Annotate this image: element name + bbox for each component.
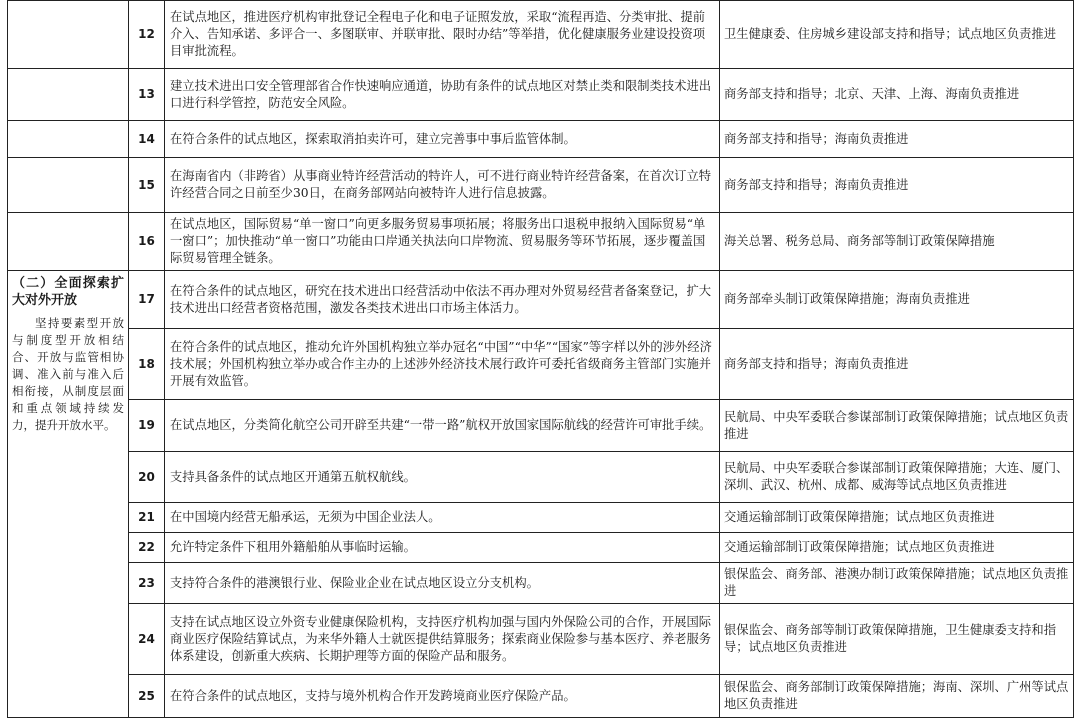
table-row <box>8 271 1074 329</box>
responsible-text: 商务部支持和指导；北京、天津、上海、海南负责推进 <box>720 69 1074 121</box>
measure-text: 建立技术进出口安全管理部省合作快速响应通道，协助有条件的试点地区对禁止类和限制类技术进出口进行科学管控，防范安全风险。 <box>165 69 720 121</box>
measure-text: 在符合条件的试点地区，支持与境外机构合作开发跨境商业医疗保险产品。 <box>165 675 720 718</box>
table-row <box>8 121 1074 158</box>
measure-text: 允许特定条件下租用外籍船舶从事临时运输。 <box>165 533 720 563</box>
table-row <box>8 158 1074 213</box>
measure-text: 在符合条件的试点地区，研究在技术进出口经营活动中依法不再办理对外贸易经营者备案登记，扩大技术进出口经营者资格范围，激发各类技术进出口市场主体活力。 <box>165 271 720 329</box>
row-number: 25 <box>129 675 165 718</box>
category-title: （二）全面探索扩大对外开放 <box>12 276 124 308</box>
responsible-text: 商务部支持和指导；海南负责推进 <box>720 329 1074 400</box>
responsible-text: 民航局、中央军委联合参谋部制订政策保障措施；试点地区负责推进 <box>720 400 1074 452</box>
measure-text: 在符合条件的试点地区，推动允许外国机构独立举办冠名“中国”“中华”“国家”等字样以外的涉外经济技术展；外国机构独立举办或合作主办的上述涉外经济技术展行政许可委托省级商务主管部门实施并开展有效监管。 <box>165 329 720 400</box>
responsible-text: 海关总署、税务总局、商务部等制订政策保障措施 <box>720 213 1074 271</box>
table-row <box>8 604 1074 675</box>
row-number: 13 <box>129 69 165 121</box>
responsible-text: 银保监会、商务部、港澳办制订政策保障措施；试点地区负责推进 <box>720 563 1074 604</box>
row-number: 17 <box>129 271 165 329</box>
row-number: 24 <box>129 604 165 675</box>
table-row <box>8 563 1074 604</box>
category-description: 坚持要素型开放与制度型开放相结合、开放与监管相协调、准入前与准入后相衔接，从制度层面和重点领域持续发力，提升开放水平。 <box>12 316 124 432</box>
category-cell <box>8 158 129 213</box>
category-cell <box>8 271 129 718</box>
responsible-text: 卫生健康委、住房城乡建设部支持和指导；试点地区负责推进 <box>720 1 1074 69</box>
table-row <box>8 675 1074 718</box>
row-number: 15 <box>129 158 165 213</box>
category-cell <box>8 121 129 158</box>
row-number: 12 <box>129 1 165 69</box>
row-number: 21 <box>129 503 165 533</box>
responsible-text: 银保监会、商务部制订政策保障措施；海南、深圳、广州等试点地区负责推进 <box>720 675 1074 718</box>
table-row <box>8 533 1074 563</box>
measure-text: 支持具备条件的试点地区开通第五航权航线。 <box>165 452 720 503</box>
table-row <box>8 400 1074 452</box>
row-number: 18 <box>129 329 165 400</box>
row-number: 16 <box>129 213 165 271</box>
row-number: 23 <box>129 563 165 604</box>
measure-text: 在试点地区，分类简化航空公司开辟至共建“一带一路”航权开放国家国际航线的经营许可审批手续。 <box>165 400 720 452</box>
table-row <box>8 69 1074 121</box>
measure-text: 在符合条件的试点地区，探索取消拍卖许可，建立完善事中事后监管体制。 <box>165 121 720 158</box>
measures-table <box>7 0 1074 718</box>
table-row <box>8 213 1074 271</box>
table-row <box>8 1 1074 69</box>
responsible-text: 银保监会、商务部等制订政策保障措施，卫生健康委支持和指导；试点地区负责推进 <box>720 604 1074 675</box>
responsible-text: 交通运输部制订政策保障措施；试点地区负责推进 <box>720 503 1074 533</box>
measure-text: 在试点地区，推进医疗机构审批登记全程电子化和电子证照发放，采取“流程再造、分类审批、提前介入、告知承诺、多评合一、多图联审、并联审批、限时办结”等举措，优化健康服务业建设投资项目审批流程。 <box>165 1 720 69</box>
responsible-text: 商务部牵头制订政策保障措施；海南负责推进 <box>720 271 1074 329</box>
table-row <box>8 503 1074 533</box>
category-cell <box>8 1 129 69</box>
measure-text: 在试点地区，国际贸易“单一窗口”向更多服务贸易事项拓展；将服务出口退税申报纳入国际贸易“单一窗口”；加快推动“单一窗口”功能由口岸通关执法向口岸物流、贸易服务等环节拓展，逐步覆盖国际贸易管理全链条。 <box>165 213 720 271</box>
measure-text: 在中国境内经营无船承运，无须为中国企业法人。 <box>165 503 720 533</box>
measure-text: 支持在试点地区设立外资专业健康保险机构，支持医疗机构加强与国内外保险公司的合作，开展国际商业医疗保险结算试点，为来华外籍人士就医提供结算服务；探索商业保险参与基本医疗、养老服务体系建设，创新重大疾病、长期护理等方面的保险产品和服务。 <box>165 604 720 675</box>
responsible-text: 交通运输部制订政策保障措施；试点地区负责推进 <box>720 533 1074 563</box>
responsible-text: 商务部支持和指导；海南负责推进 <box>720 121 1074 158</box>
table-row <box>8 329 1074 400</box>
responsible-text: 商务部支持和指导；海南负责推进 <box>720 158 1074 213</box>
measure-text: 在海南省内（非跨省）从事商业特许经营活动的特许人，可不进行商业特许经营备案，在首次订立特许经营合同之日前至少30日，在商务部网站向被特许人进行信息披露。 <box>165 158 720 213</box>
row-number: 20 <box>129 452 165 503</box>
row-number: 19 <box>129 400 165 452</box>
measure-text: 支持符合条件的港澳银行业、保险业企业在试点地区设立分支机构。 <box>165 563 720 604</box>
category-cell <box>8 213 129 271</box>
category-cell <box>8 69 129 121</box>
responsible-text: 民航局、中央军委联合参谋部制订政策保障措施；大连、厦门、深圳、武汉、杭州、成都、威海等试点地区负责推进 <box>720 452 1074 503</box>
row-number: 22 <box>129 533 165 563</box>
row-number: 14 <box>129 121 165 158</box>
table-row <box>8 452 1074 503</box>
